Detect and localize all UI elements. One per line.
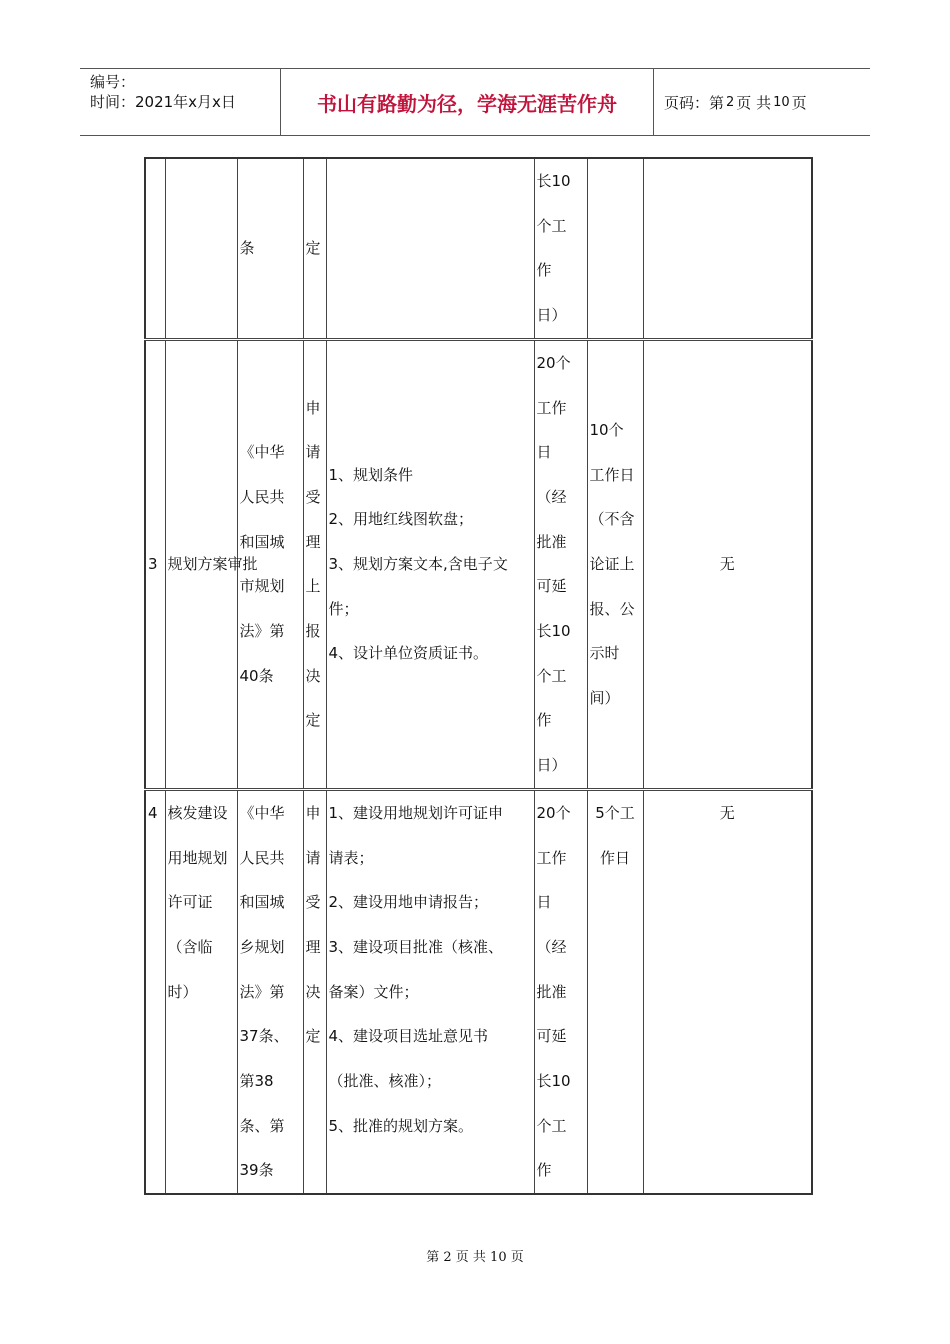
materials-cell — [326, 158, 534, 339]
legal-time-cell: 20个 工作 日 （经 批准 可延 长10 个工 作 — [534, 789, 587, 1194]
item-name-cell: 核发建设 用地规划 许可证 （含临 时） — [165, 789, 237, 1194]
page-footer: 第 2 页 共 10 页 — [426, 1250, 524, 1265]
approval-items-table — [144, 157, 813, 1195]
header-meta — [80, 69, 281, 135]
promised-time-cell — [587, 158, 643, 339]
table-row — [145, 789, 812, 1194]
legal-time-cell: 20个 工作 日 （经 批准 可延 长10 个工 作 日） — [534, 339, 587, 789]
materials-cell: 1、规划条件 2、用地红线图软盘； 3、规划方案文本,含电子文 件； 4、设计单位资质证书。 — [326, 339, 534, 789]
item-name-cell — [165, 158, 237, 339]
legal-time-cell: 长10 个工 作 日） — [534, 158, 587, 339]
row-number-cell — [145, 158, 165, 339]
procedure-cell: 定 — [303, 158, 326, 339]
header-page-number: 页码：第 2 页 共 10 页 — [664, 93, 807, 112]
row-number-cell: 4 — [145, 789, 165, 1194]
procedure-cell: 申 请 受 理 上 报 决 定 — [303, 339, 326, 789]
table-row — [145, 339, 812, 789]
fee-cell: 无 — [643, 789, 812, 1194]
legal-basis-cell: 条 — [237, 158, 303, 339]
materials-cell: 1、建设用地规划许可证申 请表； 2、建设用地申请报告； 3、建设项目批准（核准、 备案）文件； 4、建设项目选址意见书 （批准、核准）； 5、批准的规划方案。 — [326, 789, 534, 1194]
fee-cell: 无 — [643, 339, 812, 789]
legal-basis-cell: 《中华 人民共 和国城 乡规划 法》第 37条、 第38 条、第 39条 — [237, 789, 303, 1194]
document-time: 时间：2021年x月x日 — [90, 93, 236, 111]
fee-cell — [643, 158, 812, 339]
document-number-label: 编号： — [90, 73, 136, 91]
header-motto: 书山有路勤为径，学海无涯苦作舟 — [281, 69, 654, 135]
row-number-cell: 3 — [145, 339, 165, 789]
procedure-cell: 申 请 受 理 决 定 — [303, 789, 326, 1194]
legal-basis-cell: 《中华 人民共 和国城 市规划 法》第 40条 — [237, 339, 303, 789]
table-row — [145, 158, 812, 339]
promised-time-cell: 5个工 作日 — [587, 789, 643, 1194]
promised-time-cell: 10个 工作日 （不含 论证上 报、公 示时 间） — [587, 339, 643, 789]
page-header — [80, 68, 870, 136]
item-name-cell: 规划方案审批 — [165, 339, 237, 789]
